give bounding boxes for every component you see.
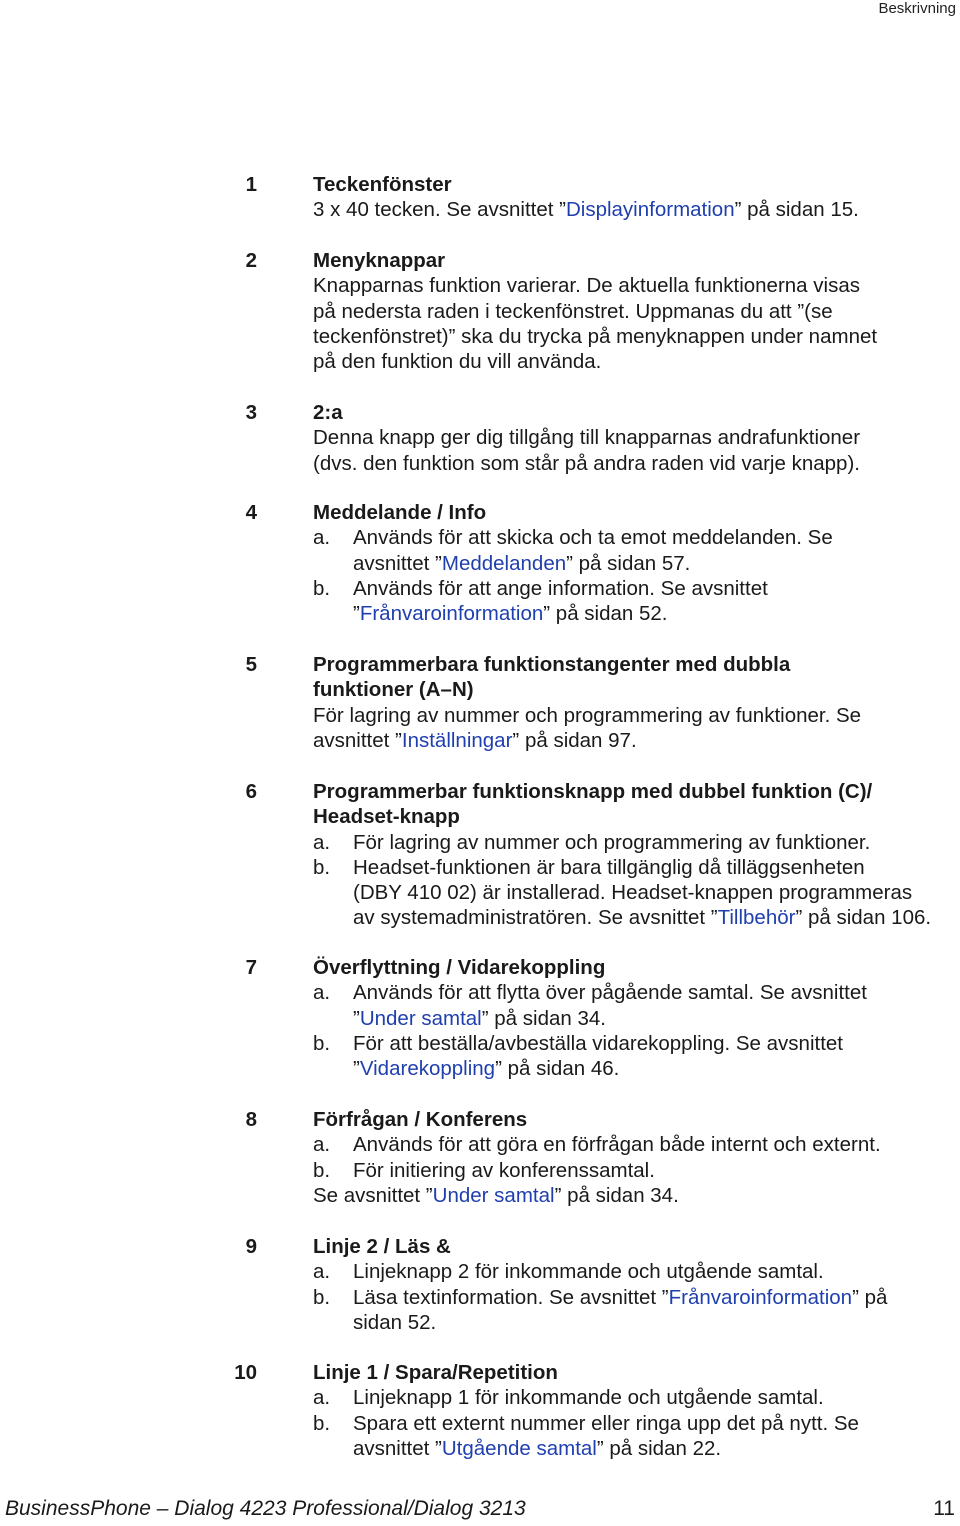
sub-item-marker: a.	[313, 1386, 331, 1410]
entry-title: funktioner (A–N)	[313, 678, 474, 702]
sub-item-text: Används för att göra en förfrågan både internt och externt.	[353, 1133, 881, 1157]
sub-item-text: sidan 52.	[353, 1310, 437, 1334]
entry-title: Meddelande / Info	[313, 501, 487, 524]
sub-item-text: Används för att ange information. Se avsnittet	[353, 576, 768, 600]
entry-title: 2:a	[313, 401, 343, 424]
sub-item	[313, 1132, 958, 1157]
footer-title: BusinessPhone – Dialog 4223 Professional/Dialog 3213	[5, 1497, 526, 1520]
page-header: Beskrivning	[878, 0, 956, 17]
entry-body	[313, 1360, 958, 1461]
sub-item-marker: a.	[313, 526, 331, 550]
cross-reference-link[interactable]: Under samtal	[432, 1183, 555, 1207]
sub-item	[313, 1031, 958, 1082]
entry-body	[313, 652, 958, 753]
sub-item-text: Linjeknapp 2 för inkommande och utgående samtal.	[353, 1260, 824, 1284]
entry-title: Linje 2 / Läs &	[313, 1235, 451, 1258]
entry-number: 10	[234, 1361, 257, 1384]
entry-body	[313, 955, 958, 1081]
sub-item-text: ”Frånvaroinformation” på sidan 52.	[353, 602, 668, 626]
sub-item-marker: a.	[313, 981, 331, 1005]
entry-title: Linje 1 / Spara/Repetition	[313, 1361, 558, 1384]
sub-item-marker: b.	[313, 576, 331, 600]
sub-item-text: avsnittet ”Meddelanden” på sidan 57.	[353, 551, 691, 575]
sub-item-marker: a.	[313, 830, 331, 854]
sub-item-text: Headset-funktionen är bara tillgänglig då tilläggsenheten	[353, 855, 865, 879]
cross-reference-link[interactable]: Tillbehör	[717, 906, 796, 930]
cross-reference-link[interactable]: Frånvaroinformation	[668, 1285, 853, 1309]
sub-item-marker: b.	[313, 1031, 331, 1055]
entry-text: (dvs. den funktion som står på andra raden vid varje knapp).	[313, 451, 860, 475]
sub-item-text: Läsa textinformation. Se avsnittet ”Frånvaroinformation” på	[353, 1285, 888, 1309]
sub-item-text: Används för att flytta över pågående samtal. Se avsnittet	[353, 981, 867, 1005]
entry-body	[313, 172, 958, 223]
entry-text: Se avsnittet ”Under samtal” på sidan 34.	[313, 1183, 679, 1207]
sub-item-text: Spara ett externt nummer eller ringa upp det på nytt. Se	[353, 1411, 859, 1435]
sub-item-text: Linjeknapp 1 för inkommande och utgående samtal.	[353, 1386, 824, 1410]
cross-reference-link[interactable]: Utgående samtal	[441, 1436, 597, 1460]
sub-item-text: ”Under samtal” på sidan 34.	[353, 1006, 606, 1030]
cross-reference-link[interactable]: Vidarekoppling	[359, 1057, 496, 1081]
sub-item	[313, 525, 958, 576]
entry-body	[313, 248, 958, 374]
entry-text: på nedersta raden i teckenfönstret. Uppmanas du att ”(se	[313, 299, 833, 323]
cross-reference-link[interactable]: Inställningar	[401, 728, 513, 752]
sub-item-marker: a.	[313, 1260, 331, 1284]
entry-text: på den funktion du vill använda.	[313, 350, 602, 374]
entry-number: 2	[245, 249, 257, 272]
entry-title: Teckenfönster	[313, 173, 452, 196]
sub-item	[313, 855, 958, 931]
sub-item	[313, 1285, 958, 1336]
entry-title: Programmerbar funktionsknapp med dubbel funktion (C)/	[313, 780, 873, 803]
entry-body	[313, 500, 958, 626]
entry-text: avsnittet ”Inställningar” på sidan 97.	[313, 728, 637, 752]
entry-text: Denna knapp ger dig tillgång till knapparnas andrafunktioner	[313, 426, 861, 450]
entry-number: 6	[245, 780, 257, 803]
sub-item-text: För lagring av nummer och programmering av funktioner.	[353, 830, 871, 854]
entry-number: 3	[245, 401, 257, 424]
entry-number: 8	[245, 1108, 257, 1131]
sub-item	[313, 980, 958, 1031]
sub-item	[313, 830, 958, 855]
entry-body	[313, 400, 958, 476]
sub-item-text: ”Vidarekoppling” på sidan 46.	[353, 1057, 620, 1081]
sub-item-marker: b.	[313, 855, 331, 879]
sub-item-marker: a.	[313, 1133, 331, 1157]
entry-title: Programmerbara funktionstangenter med dubbla	[313, 653, 791, 676]
entry-title: Menyknappar	[313, 249, 446, 272]
sub-item	[313, 576, 958, 627]
sub-item	[313, 1158, 958, 1183]
entry-number: 1	[245, 173, 257, 196]
entry-body	[313, 779, 958, 931]
entry-body	[313, 1234, 958, 1335]
page-number: 11	[933, 1497, 955, 1520]
entry-text: teckenfönstret)” ska du trycka på menyknappen under namnet	[313, 324, 878, 348]
entry-text: Knapparnas funktion varierar. De aktuella funktionerna visas	[313, 274, 860, 298]
sub-item-text: av systemadministratören. Se avsnittet ”Tillbehör” på sidan 106.	[353, 906, 932, 930]
sub-item-text: (DBY 410 02) är installerad. Headset-knappen programmeras	[353, 881, 913, 905]
entry-number: 5	[245, 653, 257, 676]
entry-body	[313, 1107, 958, 1208]
sub-item	[313, 1385, 958, 1410]
cross-reference-link[interactable]: Meddelanden	[441, 551, 567, 575]
sub-item-marker: b.	[313, 1285, 331, 1309]
sub-item-text: För att beställa/avbeställa vidarekoppling. Se avsnittet	[353, 1031, 843, 1055]
entry-number: 4	[245, 501, 257, 524]
cross-reference-link[interactable]: Displayinformation	[565, 198, 735, 222]
entry-title: Överflyttning / Vidarekoppling	[313, 956, 606, 979]
entry-number: 7	[245, 956, 257, 979]
entry-title: Headset-knapp	[313, 805, 460, 829]
sub-item-marker: b.	[313, 1411, 331, 1435]
sub-item-text: För initiering av konferenssamtal.	[353, 1158, 655, 1182]
sub-item	[313, 1259, 958, 1284]
sub-item	[313, 1411, 958, 1462]
entry-title: Förfrågan / Konferens	[313, 1108, 528, 1131]
entry-text: 3 x 40 tecken. Se avsnittet ”Displayinformation” på sidan 15.	[313, 198, 859, 222]
cross-reference-link[interactable]: Frånvaroinformation	[359, 602, 544, 626]
cross-reference-link[interactable]: Under samtal	[359, 1006, 482, 1030]
sub-item-marker: b.	[313, 1158, 331, 1182]
entry-text: För lagring av nummer och programmering av funktioner. Se	[313, 703, 862, 727]
entry-number: 9	[245, 1235, 257, 1258]
sub-item-text: Används för att skicka och ta emot meddelanden. Se	[353, 526, 833, 550]
sub-item-text: avsnittet ”Utgående samtal” på sidan 22.	[353, 1436, 722, 1460]
